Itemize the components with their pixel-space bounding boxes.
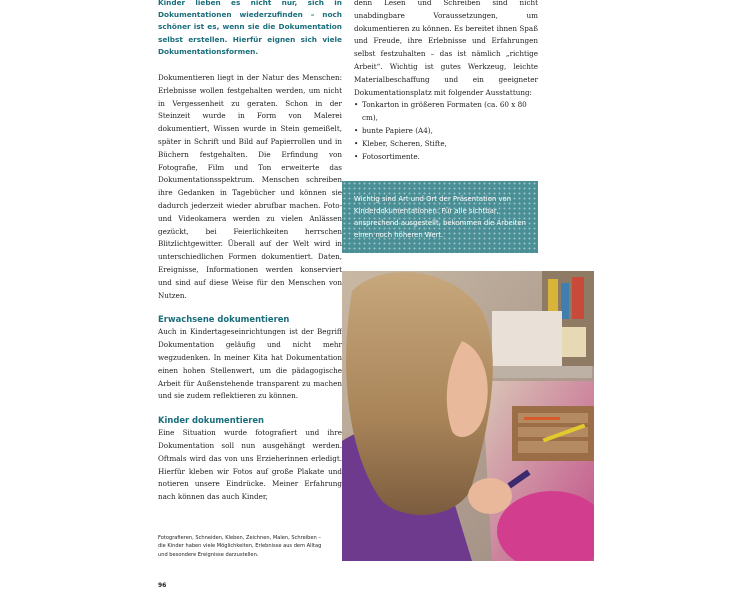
list-item: • Kleber, Scheren, Stifte, [354,138,538,151]
paragraph-adults: Auch in Kindertageseinrichtungen ist der Begriff Dokumentation geläufig und nicht mehr wegzudenken. In meiner Kita hat Dokumentation einen hohen Stellenwert, um die pädagogische Arbeit für Außenstehende transparent zu machen und sie zudem reflektieren zu können. [158,327,342,401]
paragraph-continued: denn Lesen und Schreiben sind nicht unabdingbare Voraussetzungen, um dokumentieren zu können. Es bereitet ihnen Spaß und Freude, ihre Erlebnisse und Erfahrungen selbst festzuhalten – das ist nämlich „richtige Arbeit“. Wichtig ist gutes Werkzeug, leichte Materialbeschaffung und ein geeigneter Dokumentationsplatz mit folgender Ausstattung: [354,0,538,97]
photo-child-drawing [342,271,594,561]
info-box [342,181,538,253]
paragraph-children: Eine Situation wurde fotografiert und ihre Dokumentation soll nun ausgehängt werden. Oftmals wird das von uns Erzieherinnen erledigt. Hierfür kleben wir Fotos auf große Plakate und notieren unsere Eindrücke. Meiner Erfahrung nach können das auch Kinder, [158,428,342,502]
photo-caption: Fotografieren, Schneiden, Kleben, Zeichnen, Malen, Schreiben – die Kinder haben viele Möglichkeiten, Erlebnisse aus dem Alltag und besondere Ereignisse darzustellen. [158,535,322,558]
photo-illustration [342,271,594,561]
equipment-list [354,99,538,163]
paragraph-intro: Dokumentieren liegt in der Natur des Menschen: Erlebnisse wollen festgehalten werden, um nicht in Vergessenheit zu geraten. Schon in der Steinzeit wurde in Form von Malerei dokumentiert, Wissen wurde in Stein gemeißelt, später in Schrift und Bild auf Papierrollen und in Büchern festgehalten. Die Erfindung von Fotografie, Film und Ton erweiterte das Dokumentationsspektrum. Menschen schreiben ihre Gedanken in Tagebücher und können sie dadurch jederzeit wieder abrufbar machen. Foto- und Videokamera werden zu vielen Anlässen gezückt, bei Feierlichkeiten herrschen Blitzlichtgewitter. Überall auf der Welt wird in unterschiedlichen Formen dokumentiert. Daten, Ereignisse, Informationen werden konserviert und sind auf diese Weise für den Menschen von Nutzen. [158,73,342,300]
info-box-text: Wichtig sind Art und Ort der Präsentation von Kinderdokumentationen: Für alle sichtbar, ansprechend ausgestellt, bekommen die Arbeiten einen noch höheren Wert. [354,195,526,239]
right-column [354,0,538,163]
list-item: • Tonkarton in größeren Formaten (ca. 60 x 80 cm), [354,99,538,125]
lead-paragraph: Kinder lieben es nicht nur, sich in Dokumentationen wiederzufinden – noch schöner ist es, wenn sie die Dokumentation selbst erstellen. Hierfür eignen sich viele Dokumentationsformen. [158,0,342,56]
list-item: • Fotosortimente. [354,151,538,164]
page-number: 96 [158,582,167,589]
heading-adults-document: Erwachsene dokumentieren [158,314,290,325]
heading-children-document: Kinder dokumentieren [158,415,265,426]
left-column [158,0,342,504]
list-item: • bunte Papiere (A4), [354,125,538,138]
